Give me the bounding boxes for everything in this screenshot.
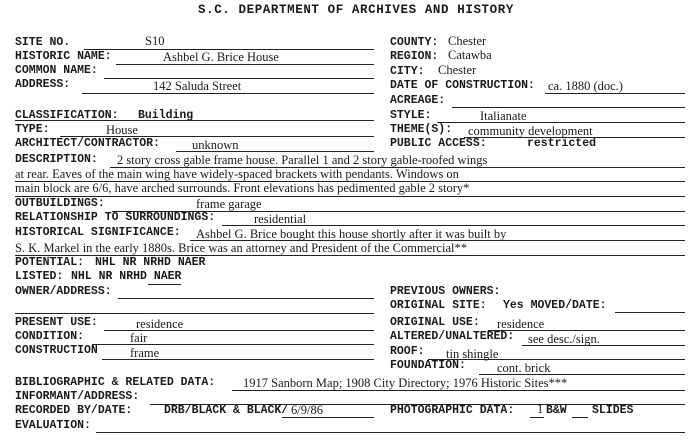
original-site-label: ORIGINAL SITE: xyxy=(390,299,487,312)
style-value: Italianate xyxy=(480,109,527,123)
photographic-bw: B&W xyxy=(546,404,567,417)
potential-value: NHL NR NRHD NAER xyxy=(95,256,206,269)
historical-significance-label: HISTORICAL SIGNIFICANCE: xyxy=(15,226,181,239)
photographic-label: PHOTOGRAPHIC DATA: xyxy=(390,404,515,417)
acreage-label: ACREAGE: xyxy=(390,94,446,107)
listed-nrhd-underline xyxy=(148,284,181,285)
roof-line xyxy=(428,359,685,360)
county-label: COUNTY: xyxy=(390,36,439,49)
style-label: STYLE: xyxy=(390,109,432,122)
construction-value: frame xyxy=(130,346,160,360)
address-value: 142 Saluda Street xyxy=(153,79,242,93)
architect-label: ARCHITECT/CONTRACTOR: xyxy=(15,137,160,150)
informant-label: INFORMANT/ADDRESS: xyxy=(15,390,140,403)
roof-label: ROOF: xyxy=(390,345,425,358)
relationship-value: residential xyxy=(254,212,307,226)
foundation-line xyxy=(479,374,685,375)
bibliographic-line xyxy=(232,390,685,391)
outbuildings-label: OUTBUILDINGS: xyxy=(15,197,105,210)
classification-line xyxy=(15,120,374,121)
photographic-count-line xyxy=(530,417,544,418)
altered-label: ALTERED/UNALTERED: xyxy=(390,330,515,343)
photographic-slides-line xyxy=(572,417,588,418)
classification-value: Building xyxy=(138,109,194,122)
foundation-value: cont. brick xyxy=(497,361,551,375)
potential-label: POTENTIAL: xyxy=(15,256,85,269)
photographic-count: 1 xyxy=(537,402,544,416)
themes-value: community development xyxy=(468,124,593,138)
present-use-value: residence xyxy=(136,317,184,331)
recorded-by-label: RECORDED BY/DATE: xyxy=(15,404,133,417)
original-use-value: residence xyxy=(497,317,545,331)
city-label: CITY: xyxy=(390,65,425,78)
historical-significance-line-1: Ashbel G. Brice bought this house shortly after it was built by xyxy=(196,227,507,241)
recorded-by-value: DRB/BLACK & BLACK/ xyxy=(164,404,289,417)
address-label: ADDRESS: xyxy=(15,78,71,91)
evaluation-label: EVALUATION: xyxy=(15,419,91,432)
county-value: Chester xyxy=(448,34,487,48)
historical-significance-line-2: S. K. Markel in the early 1880s. Brice was an attorney and President of the Commercial** xyxy=(15,241,467,255)
region-value: Catawba xyxy=(448,48,492,62)
description-line-1: 2 story cross gable frame house. Parallel 1 and 2 story gable-roofed wings xyxy=(117,153,488,167)
original-site-value: Yes MOVED/DATE: xyxy=(503,299,607,312)
recorded-date-line xyxy=(282,417,374,418)
site-no-value: S10 xyxy=(145,34,165,48)
condition-label: CONDITION: xyxy=(15,330,85,343)
original-use-line xyxy=(488,330,685,331)
condition-line xyxy=(92,344,374,345)
bibliographic-label: BIBLIOGRAPHIC & RELATED DATA: xyxy=(15,376,216,389)
public-access-label: PUBLIC ACCESS: xyxy=(390,137,487,150)
city-value: Chester xyxy=(438,63,477,77)
moved-date-line xyxy=(615,312,685,313)
form-title: S.C. DEPARTMENT OF ARCHIVES AND HISTORY xyxy=(198,3,514,17)
description-line-2: at rear. Eaves of the main wing have widely-spaced brackets with pendants. Windows on xyxy=(15,167,459,181)
description-rule-3 xyxy=(15,196,685,197)
construction-line xyxy=(102,359,374,360)
condition-value: fair xyxy=(130,331,148,345)
photographic-slides: SLIDES xyxy=(592,404,634,417)
common-name-label: COMMON NAME: xyxy=(15,64,98,77)
owner-address-line-2 xyxy=(15,313,374,314)
region-label: REGION: xyxy=(390,50,439,63)
description-line-3: main block are 6/6, have arched surrounds. Front elevations has pedimented gable 2 story* xyxy=(15,181,470,195)
acreage-line xyxy=(452,107,685,108)
architect-line xyxy=(176,151,374,152)
owner-address-label: OWNER/ADDRESS: xyxy=(15,285,112,298)
relationship-label: RELATIONSHIP TO SURROUNDINGS: xyxy=(15,211,216,224)
roof-value: tin shingle xyxy=(446,347,499,361)
altered-value: see desc./sign. xyxy=(528,332,600,346)
historic-name-line xyxy=(116,64,374,65)
description-label: DESCRIPTION: xyxy=(15,153,98,166)
evaluation-line xyxy=(96,432,685,433)
public-access-value: restricted xyxy=(527,137,597,150)
original-use-label: ORIGINAL USE: xyxy=(390,316,480,329)
previous-owners-label: PREVIOUS OWNERS: xyxy=(390,285,501,298)
present-use-label: PRESENT USE: xyxy=(15,316,98,329)
classification-label: CLASSIFICATION: xyxy=(15,109,119,122)
historic-name-value: Ashbel G. Brice House xyxy=(163,50,279,64)
listed-label: LISTED: xyxy=(15,270,64,283)
recorded-date-value: 6/9/86 xyxy=(291,403,323,417)
historic-name-label: HISTORIC NAME: xyxy=(15,50,112,63)
date-of-construction-label: DATE OF CONSTRUCTION: xyxy=(390,79,535,92)
outbuildings-value: frame garage xyxy=(196,197,262,211)
listed-value: NHL NR NRHD NAER xyxy=(71,270,182,283)
date-of-construction-line xyxy=(545,93,685,94)
themes-label: THEME(S): xyxy=(390,123,453,136)
architect-value: unknown xyxy=(192,138,239,152)
bibliographic-value: 1917 Sanborn Map; 1908 City Directory; 1976 Historic Sites*** xyxy=(243,376,568,390)
relationship-line xyxy=(222,225,685,226)
address-line xyxy=(82,93,374,94)
foundation-label: FOUNDATION: xyxy=(390,359,466,372)
style-line xyxy=(437,122,685,123)
type-label: TYPE: xyxy=(15,123,50,136)
altered-line xyxy=(522,345,685,346)
type-value: House xyxy=(106,123,138,137)
owner-address-line xyxy=(118,298,374,299)
date-of-construction-value: ca. 1880 (doc.) xyxy=(548,79,623,93)
construction-label: CONSTRUCTION xyxy=(15,344,98,357)
site-no-label: SITE NO. xyxy=(15,36,71,49)
